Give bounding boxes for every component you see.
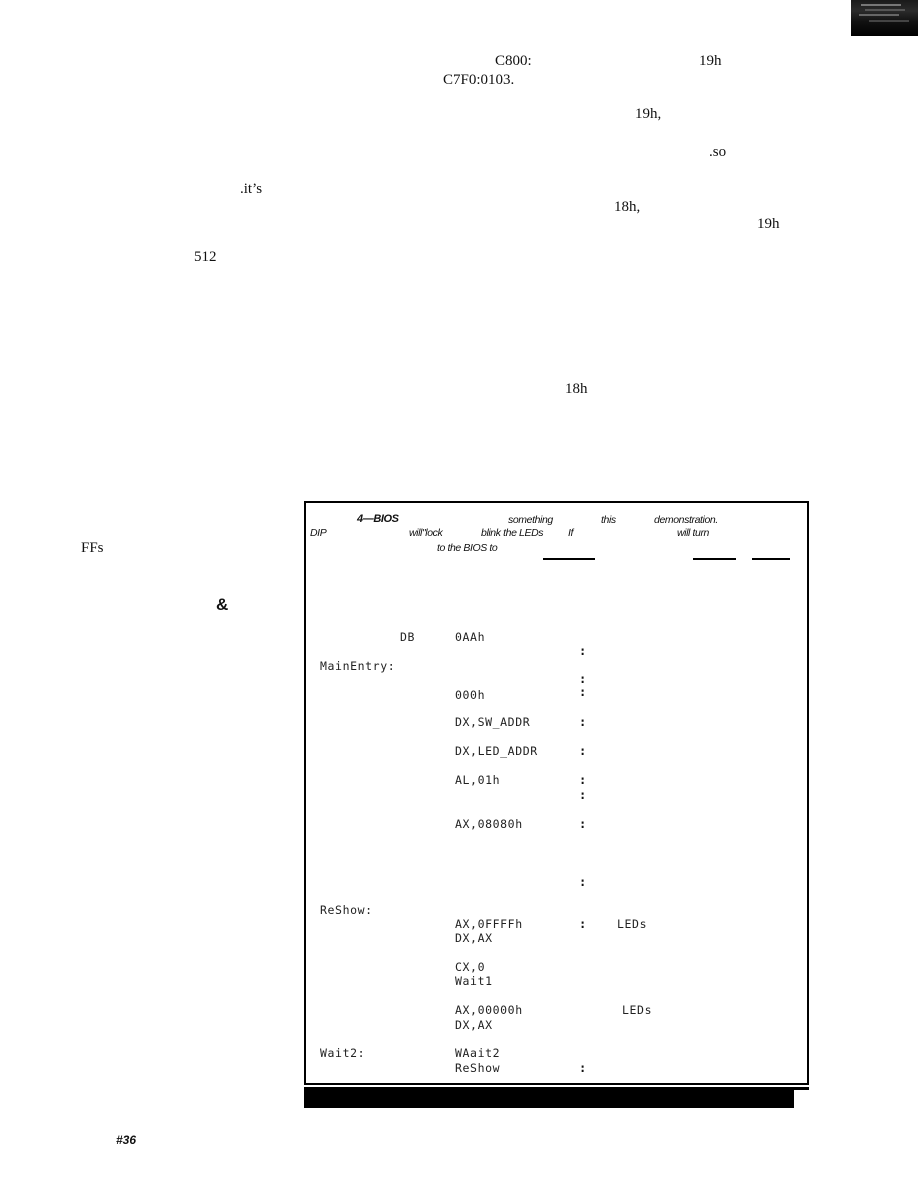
code-label: Wait2: (320, 1046, 366, 1060)
code-token: DB (400, 630, 416, 644)
code-token: AL,01h (455, 773, 501, 787)
caption-fragment: something (508, 514, 553, 526)
caption-fragment: will turn (677, 527, 709, 539)
listing-box-shadow (304, 1087, 794, 1108)
code-token: AX,00000h (455, 1003, 523, 1017)
caption-underline (752, 558, 790, 560)
code-comment-colon: : (579, 1061, 587, 1075)
code-comment-colon: : (579, 817, 587, 831)
caption-fragment: to the BIOS to (437, 542, 498, 554)
body-fragment: C7F0:0103. (443, 72, 515, 88)
body-fragment: 19h, (635, 106, 662, 122)
caption-fragment: 4—BIOS (357, 513, 399, 525)
code-token: 000h (455, 688, 486, 702)
body-fragment: 512 (194, 249, 217, 265)
code-token: DX,AX (455, 1018, 493, 1032)
caption-fragment: this (601, 514, 616, 526)
body-fragment: .so (709, 144, 727, 160)
code-token: AX,08080h (455, 817, 523, 831)
body-fragment: 18h, (614, 199, 641, 215)
code-token: 0AAh (455, 630, 486, 644)
code-token: CX,0 (455, 960, 486, 974)
code-comment-colon: : (579, 744, 587, 758)
code-token: DX,SW_ADDR (455, 715, 531, 729)
side-fragment: & (216, 595, 229, 614)
code-comment-colon: : (579, 788, 587, 802)
caption-fragment: blink the LEDs (481, 527, 544, 539)
caption-underline (693, 558, 736, 560)
code-comment-colon: : (579, 917, 587, 931)
caption-fragment: If (568, 527, 574, 539)
caption-fragment: will"lock (409, 527, 443, 539)
body-fragment: C800: (495, 53, 532, 69)
body-fragment: .it’s (240, 181, 263, 197)
code-comment-colon: : (579, 773, 587, 787)
code-label: MainEntry: (320, 659, 396, 673)
listing-box (304, 501, 809, 1085)
page-number: #36 (116, 1133, 137, 1147)
side-fragment: FFs (81, 540, 104, 556)
code-comment-colon: : (579, 875, 587, 889)
code-comment-colon: : (579, 672, 587, 686)
body-fragment: 19h (757, 216, 780, 232)
body-fragment: 19h (699, 53, 722, 69)
caption-underline (543, 558, 595, 560)
caption-fragment: demonstration. (654, 514, 718, 526)
code-comment-colon: : (579, 685, 587, 699)
code-comment: LEDs (622, 1003, 653, 1017)
code-token: WAait2 (455, 1046, 501, 1060)
listing-box-shadow-edge (794, 1087, 809, 1090)
code-comment-colon: : (579, 715, 587, 729)
code-token: Wait1 (455, 974, 493, 988)
corner-scan-mark (851, 0, 918, 36)
code-comment: LEDs (617, 917, 648, 931)
code-comment-colon: : (579, 644, 587, 658)
code-token: DX,LED_ADDR (455, 744, 538, 758)
code-token: AX,0FFFFh (455, 917, 523, 931)
caption-fragment: DIP (310, 527, 327, 539)
code-label: ReShow: (320, 903, 373, 917)
code-token: DX,AX (455, 931, 493, 945)
code-token: ReShow (455, 1061, 501, 1075)
body-fragment: 18h (565, 381, 588, 397)
